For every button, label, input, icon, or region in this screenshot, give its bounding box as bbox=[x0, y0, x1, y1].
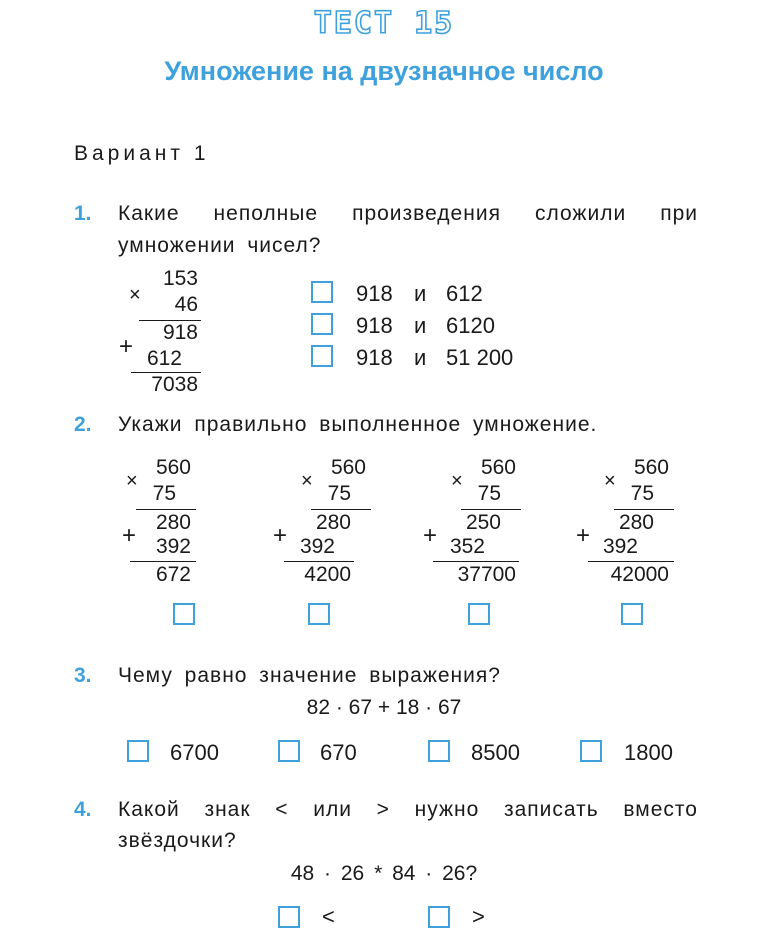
q2-col4-factor1: 560 bbox=[633, 456, 669, 479]
q3-option-3-label: 8500 bbox=[471, 740, 520, 765]
q1-option-1-b: 612 bbox=[446, 281, 483, 306]
page-title: Умножение на двузначное число bbox=[164, 56, 604, 86]
checkbox-icon[interactable] bbox=[278, 740, 300, 762]
q2-col3-factor2: 75 bbox=[477, 482, 501, 505]
plus-sign: + bbox=[119, 333, 134, 360]
checkbox-icon[interactable] bbox=[278, 906, 300, 928]
multiply-sign: × bbox=[451, 470, 463, 492]
q3-expression: 82 · 67 + 18 · 67 bbox=[306, 696, 462, 719]
q2-col1-factor2: 75 bbox=[152, 482, 176, 505]
checkbox-icon[interactable] bbox=[311, 313, 333, 335]
question-4-text-line2: звёздочки? bbox=[118, 829, 237, 852]
q2-col1-checkbox[interactable] bbox=[173, 603, 195, 625]
question-2-text: Укажи правильно выполненное умножение. bbox=[118, 413, 598, 436]
question-1-text-line2: умножении чисел? bbox=[118, 234, 322, 257]
q1-option-3-b: 51 200 bbox=[446, 345, 514, 370]
q2-col2-result: 4200 bbox=[304, 563, 351, 586]
q2-col4-checkbox[interactable] bbox=[621, 603, 643, 625]
q2-col4-result: 42000 bbox=[610, 563, 669, 586]
checkbox-icon[interactable] bbox=[428, 906, 450, 928]
question-4-text-line1: Какой знак < или > нужно записать вместо bbox=[118, 798, 698, 821]
q1-partial1: 918 bbox=[162, 321, 198, 344]
checkbox-icon[interactable] bbox=[311, 345, 333, 367]
q2-col3-partial1: 250 bbox=[465, 511, 501, 534]
checkbox-icon[interactable] bbox=[127, 740, 149, 762]
q2-col2-factor1: 560 bbox=[330, 456, 366, 479]
q1-option-3-conj: и bbox=[414, 345, 427, 370]
q2-col2-checkbox[interactable] bbox=[308, 603, 330, 625]
multiply-sign: × bbox=[129, 284, 141, 306]
multiply-sign: × bbox=[604, 470, 616, 492]
q1-partial2: 612 bbox=[146, 347, 182, 370]
multiply-sign: × bbox=[301, 470, 313, 492]
q2-col4-factor2: 75 bbox=[630, 482, 654, 505]
test-number-heading: ТЕСТ 15 bbox=[313, 6, 455, 41]
q1-option-2-b: 6120 bbox=[446, 313, 495, 338]
checkbox-icon[interactable] bbox=[580, 740, 602, 762]
plus-sign: + bbox=[122, 522, 137, 549]
checkbox-icon[interactable] bbox=[311, 281, 333, 303]
question-3-text: Чему равно значение выражения? bbox=[118, 664, 501, 687]
q2-col2-partial2: 392 bbox=[299, 535, 335, 558]
q1-result: 7038 bbox=[151, 373, 198, 396]
q2-col1-factor1: 560 bbox=[155, 456, 191, 479]
multiply-sign: × bbox=[126, 470, 138, 492]
checkbox-icon[interactable] bbox=[428, 740, 450, 762]
q1-option-2-a: 918 bbox=[356, 313, 393, 338]
q3-option-2-label: 670 bbox=[320, 740, 357, 765]
q1-factor2: 46 bbox=[174, 293, 198, 316]
q1-option-1-conj: и bbox=[414, 281, 427, 306]
q2-col2-factor2: 75 bbox=[327, 482, 351, 505]
q1-option-3-a: 918 bbox=[356, 345, 393, 370]
q1-option-1-a: 918 bbox=[356, 281, 393, 306]
variant-label: Вариант 1 bbox=[74, 142, 210, 165]
q2-col4-partial2: 392 bbox=[602, 535, 638, 558]
q4-option-2-label: > bbox=[472, 904, 485, 929]
question-2-number: 2. bbox=[74, 413, 92, 436]
q1-option-2-conj: и bbox=[414, 313, 427, 338]
q2-col1-partial1: 280 bbox=[155, 511, 191, 534]
q2-col3-factor1: 560 bbox=[480, 456, 516, 479]
q2-col2-partial1: 280 bbox=[315, 511, 351, 534]
question-3-number: 3. bbox=[74, 664, 92, 687]
q2-col4-partial1: 280 bbox=[618, 511, 654, 534]
question-1-number: 1. bbox=[74, 202, 92, 225]
q3-option-4-label: 1800 bbox=[624, 740, 673, 765]
q2-col1-result: 672 bbox=[155, 563, 191, 586]
q2-col3-partial2: 352 bbox=[449, 535, 485, 558]
plus-sign: + bbox=[423, 522, 438, 549]
q2-col3-checkbox[interactable] bbox=[468, 603, 490, 625]
q4-option-1-label: < bbox=[322, 904, 335, 929]
q2-col1-partial2: 392 bbox=[155, 535, 191, 558]
q3-option-1-label: 6700 bbox=[170, 740, 219, 765]
plus-sign: + bbox=[273, 522, 288, 549]
q1-factor1: 153 bbox=[162, 267, 198, 290]
plus-sign: + bbox=[576, 522, 591, 549]
question-4-number: 4. bbox=[74, 798, 92, 821]
q4-expression: 48 · 26 * 84 · 26? bbox=[290, 862, 478, 885]
question-1-text-line1: Какие неполные произведения сложили при bbox=[118, 202, 698, 225]
q2-col3-result: 37700 bbox=[457, 563, 516, 586]
